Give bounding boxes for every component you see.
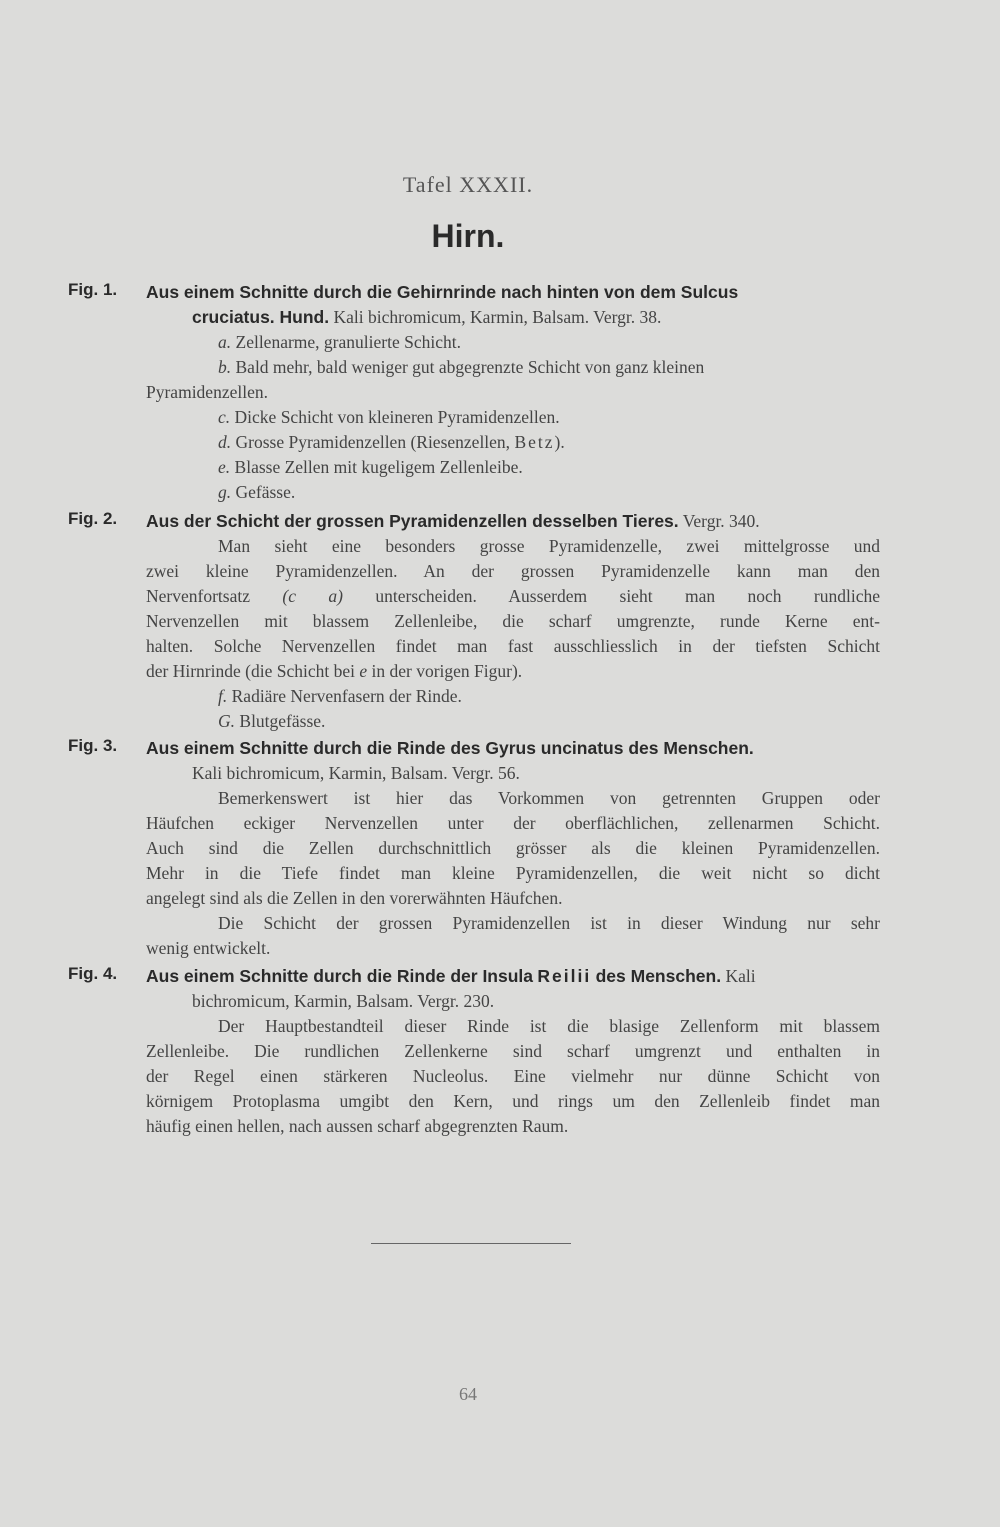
fig3-line4: Mehr in die Tiefe findet man kleine Pyramidenzellen, die weit nicht so dicht	[146, 863, 880, 883]
fig2-label: Fig. 2.	[68, 509, 118, 528]
fig4-line3: der Regel einen stärkeren Nucleolus. Eine vielmehr nur dünne Schicht von	[146, 1066, 880, 1086]
fig1-item-c: c. Dicke Schicht von kleineren Pyramidenzellen.	[218, 407, 560, 427]
fig1-item-a: a. Zellenarme, granulierte Schicht.	[218, 332, 461, 352]
fig1-label: Fig. 1.	[68, 280, 118, 299]
fig1-item-g: g. Gefässe.	[218, 482, 296, 502]
fig4-line4: körnigem Protoplasma umgibt den Kern, und rings um den Zellenleib findet man	[146, 1091, 880, 1111]
fig3-line7: wenig entwickelt.	[146, 938, 271, 958]
fig2-line3: Nervenfortsatz (c a) unterscheiden. Ausserdem sieht man noch rundliche	[146, 586, 880, 606]
fig2-line4: Nervenzellen mit blassem Zellenleibe, die scharf umgrenzte, runde Kerne ent-	[146, 611, 880, 631]
fig2-item-f: f. Radiäre Nervenfasern der Rinde.	[218, 686, 462, 706]
fig2-item-G: G. Blutgefässe.	[218, 711, 326, 731]
fig4-meta: bichromicum, Karmin, Balsam. Vergr. 230.	[192, 991, 495, 1011]
fig3-label: Fig. 3.	[68, 736, 118, 755]
fig4-heading: Aus einem Schnitte durch die Rinde der Insula Reilii des Menschen. Kali	[146, 966, 756, 986]
fig2-line6: der Hirnrinde (die Schicht bei e in der vorigen Figur).	[146, 661, 523, 681]
fig3-heading: Aus einem Schnitte durch die Rinde des Gyrus uncinatus des Menschen.	[146, 738, 754, 758]
fig2-heading: Aus der Schicht der grossen Pyramidenzellen desselben Tieres. Vergr. 340.	[146, 511, 760, 531]
fig3-line1: Bemerkenswert ist hier das Vorkommen von getrennten Gruppen oder	[218, 788, 880, 808]
fig4-line2: Zellenleibe. Die rundlichen Zellenkerne sind scharf umgrenzt und enthalten in	[146, 1041, 880, 1061]
fig1-item-d: d. Grosse Pyramidenzellen (Riesenzellen, Betz).	[218, 432, 565, 452]
fig3-line5: angelegt sind als die Zellen in den vorerwähnten Häufchen.	[146, 888, 563, 908]
fig3-line3: Auch sind die Zellen durchschnittlich grösser als die kleinen Pyramidenzellen.	[146, 838, 880, 858]
fig4-line1: Der Hauptbestandteil dieser Rinde ist die blasige Zellenform mit blassem	[218, 1016, 880, 1036]
page-number: 64	[459, 1384, 477, 1404]
plate-title: Tafel XXXII.	[402, 172, 534, 197]
topic-heading: Hirn.	[431, 218, 505, 254]
fig1-item-b-cont: Pyramidenzellen.	[146, 382, 268, 402]
fig2-line2: zwei kleine Pyramidenzellen. An der grossen Pyramidenzelle kann man den	[146, 561, 880, 581]
fig1-item-e: e. Blasse Zellen mit kugeligem Zellenleibe.	[218, 457, 523, 477]
fig3-line2: Häufchen eckiger Nervenzellen unter der oberflächlichen, zellenarmen Schicht.	[146, 813, 880, 833]
fig4-label: Fig. 4.	[68, 964, 118, 983]
fig3-meta: Kali bichromicum, Karmin, Balsam. Vergr. 56.	[192, 763, 520, 783]
fig4-line5: häufig einen hellen, nach aussen scharf abgegrenzten Raum.	[146, 1116, 569, 1136]
fig2-line1: Man sieht eine besonders grosse Pyramidenzelle, zwei mittelgrosse und	[218, 536, 880, 556]
fig1-heading: Aus einem Schnitte durch die Gehirnrinde nach hinten von dem Sulcus	[146, 282, 739, 302]
fig1-heading-line2: cruciatus. Hund. Kali bichromicum, Karmin, Balsam. Vergr. 38.	[192, 307, 662, 327]
fig2-line5: halten. Solche Nervenzellen findet man fast ausschliesslich in der tiefsten Schicht	[146, 636, 880, 656]
section-rule	[371, 1243, 571, 1244]
fig1-item-b: b. Bald mehr, bald weniger gut abgegrenzte Schicht von ganz kleinen	[218, 357, 705, 377]
fig3-line6: Die Schicht der grossen Pyramidenzellen ist in dieser Windung nur sehr	[218, 913, 880, 933]
